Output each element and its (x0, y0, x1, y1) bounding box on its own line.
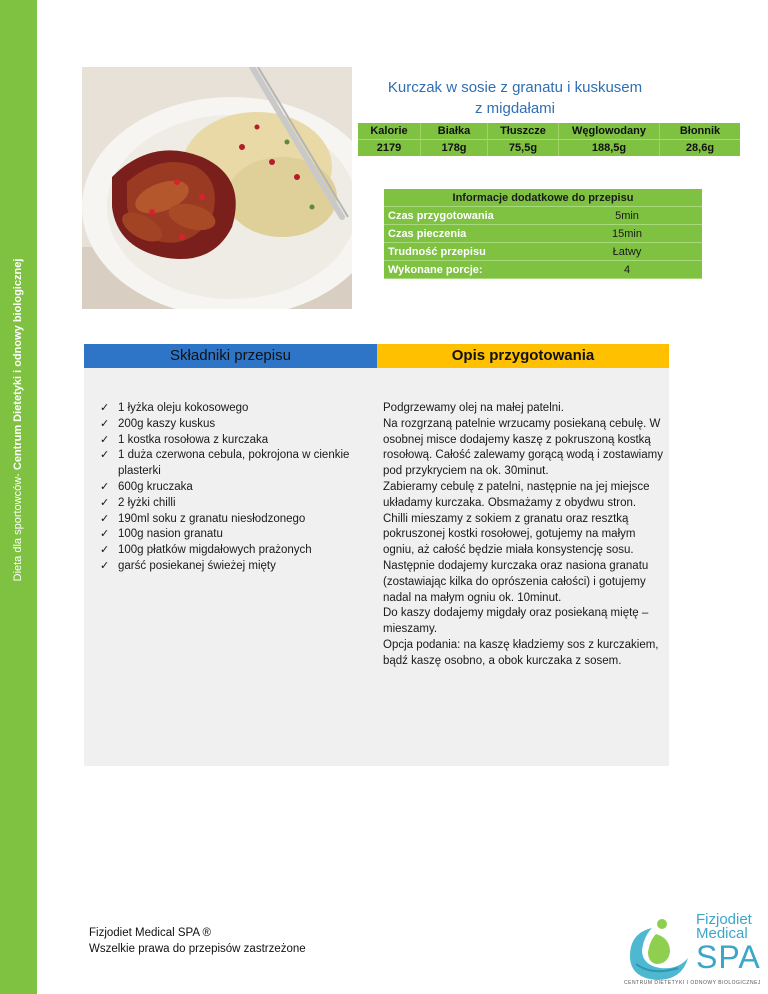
footer (89, 925, 306, 957)
checkmark-icon: ✓ (100, 480, 110, 493)
nutrition-value-carbs: 188,5g (559, 140, 660, 157)
logo-tagline: CENTRUM DIETETYKI I ODNOWY BIOLOGICZNEJ (624, 980, 761, 986)
logo-text-line2: Medical (696, 925, 748, 942)
nutrition-value-row (358, 140, 740, 157)
list-item: ✓ 100g nasion granatu (98, 527, 368, 543)
side-bar-text: Dieta dla sportowców- Centrum Dietetyki i odnowy biologicznej (12, 258, 24, 582)
info-row (384, 243, 702, 261)
nutrition-value-fat: 75,5g (488, 140, 559, 157)
info-label-difficulty: Trudność przepisu (384, 243, 552, 261)
checkmark-icon: ✓ (100, 559, 110, 572)
list-item: ✓ 1 duża czerwona cebula, pokrojona w cienkie plasterki (100, 449, 350, 478)
info-table-title: Informacje dodatkowe do przepisu (384, 189, 702, 207)
recipe-photo-illustration (82, 67, 352, 309)
recipe-title (370, 77, 660, 119)
list-item: ✓ 190ml soku z granatu niesłodzonego (98, 512, 368, 528)
list-item: ✓ 200g kaszy kuskus (98, 417, 368, 433)
nutrition-value-fiber: 28,6g (660, 140, 741, 157)
checkmark-icon: ✓ (100, 528, 110, 541)
ingredients-list (98, 401, 368, 575)
description-heading: Opis przygotowania (377, 344, 669, 368)
list-item: ✓ 2 łyżki chilli (98, 496, 368, 512)
info-row (384, 207, 702, 225)
info-value-prep-time: 5min (552, 207, 702, 225)
checkmark-icon: ✓ (100, 433, 110, 446)
info-label-bake-time: Czas pieczenia (384, 225, 552, 243)
info-value-difficulty: Łatwy (552, 243, 702, 261)
nutrition-header-calories: Kalorie (358, 123, 421, 140)
nutrition-header-fat: Tłuszcze (488, 123, 559, 140)
nutrition-value-calories: 2179 (358, 140, 421, 157)
checkmark-icon: ✓ (100, 496, 110, 509)
list-item: ✓ garść posiekanej świeżej mięty (98, 559, 368, 575)
list-item: ✓ 100g płatków migdałowych prażonych (98, 543, 368, 559)
footer-company: Fizjodiet Medical SPA ® (89, 927, 212, 939)
list-item: ✓ 1 kostka rosołowa z kurczaka (98, 433, 368, 449)
info-value-portions: 4 (552, 261, 702, 279)
recipe-title-line1: Kurczak w sosie z granatu i kuskusem (387, 79, 643, 96)
info-value-bake-time: 15min (552, 225, 702, 243)
logo-text-line1: Fizjodiet (696, 911, 752, 928)
info-label-portions: Wykonane porcje: (384, 261, 552, 279)
preparation-description: Podgrzewamy olej na małej patelni. Na rozgrzaną patelnie wrzucamy posiekaną cebulę. W osobnej misce dodajemy kaszę z pokruszoną kostką rosołową. Całość zalewamy gorącą wodą i zostawiamy pod przykryciem na ok. 30minut. Zabieramy cebulę z patelni, następnie na jej miejsce układamy kurczaka. Obsmażamy z obydwu stron. Chilli mieszamy z sokiem z granatu oraz resztką pokruszonej kostki rosołowej, gotujemy na małym ogniu, aż całość będzie miała konsystencję sosu. Następnie dodajemy kurczaka oraz nasiona granatu (zostawiając kilka do oprószenia całości) i gotujemy nadal na małym ogniu ok. 10minut. Do kaszy dodajemy migdały oraz posiekaną miętę – mieszamy. Opcja podania: na kaszę kładziemy sos z kurczakiem, bądź kaszę osobno, a obok kurczaka z sosem. (383, 402, 663, 667)
checkmark-icon: ✓ (100, 417, 110, 430)
nutrition-value-protein: 178g (421, 140, 488, 157)
info-row (384, 225, 702, 243)
info-table (384, 189, 702, 279)
checkmark-icon: ✓ (100, 449, 110, 462)
info-row (384, 261, 702, 279)
checkmark-icon: ✓ (100, 512, 110, 525)
list-item: ✓ 1 łyżka oleju kokosowego (98, 401, 368, 417)
logo-text-line3: SPA (696, 939, 761, 975)
recipe-title-line2: z migdałami (474, 100, 556, 117)
info-label-prep-time: Czas przygotowania (384, 207, 552, 225)
checkmark-icon: ✓ (100, 544, 110, 557)
checkmark-icon: ✓ (100, 402, 110, 414)
nutrition-table (358, 123, 740, 156)
nutrition-header-carbs: Węglowodany (559, 123, 660, 140)
list-item: ✓ 600g kruczaka (98, 480, 368, 496)
footer-rights: Wszelkie prawa do przepisów zastrzeżone (89, 943, 306, 955)
ingredients-heading: Składniki przepisu (84, 344, 377, 368)
recipe-photo (82, 67, 352, 309)
nutrition-header-row (358, 123, 740, 140)
nutrition-header-protein: Białka (421, 123, 488, 140)
nutrition-header-fiber: Błonnik (660, 123, 741, 140)
